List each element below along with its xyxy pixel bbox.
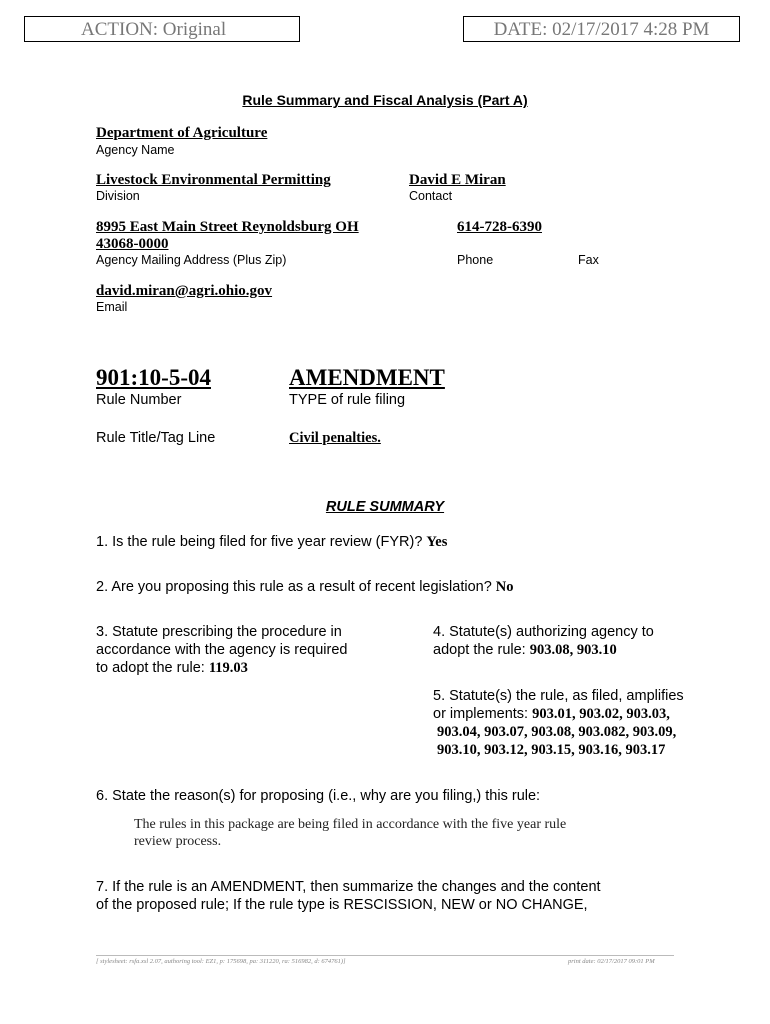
division-label: Division [96, 189, 140, 203]
question-7-line2: of the proposed rule; If the rule type is RESCISSION, NEW or NO CHANGE, [96, 897, 588, 913]
date-text: DATE: 02/17/2017 4:28 PM [493, 19, 710, 40]
question-3-line1: 3. Statute prescribing the procedure in [96, 624, 342, 640]
fax-label: Fax [578, 253, 599, 267]
answer-5-line3: 903.10, 903.12, 903.15, 903.16, 903.17 [437, 742, 666, 758]
contact-value: David E Miran [409, 172, 506, 188]
question-7-line1: 7. If the rule is an AMENDMENT, then summarize the changes and the content [96, 879, 601, 895]
question-2 [96, 578, 514, 596]
answer-3: 119.03 [208, 660, 248, 676]
address-line1: 8995 East Main Street Reynoldsburg OH [96, 219, 359, 235]
footer-print-date: print date: 02/17/2017 09:01 PM [568, 958, 655, 965]
division-value: Livestock Environmental Permitting [96, 172, 331, 188]
agency-name-label: Agency Name [96, 143, 175, 157]
email-label: Email [96, 300, 128, 314]
address-line2: 43068-0000 [96, 236, 169, 252]
footer-left: [ stylesheet: rsfa.xsl 2.07, authoring tool: EZ1, p: 175698, pa: 311220, ra: 516982, d: 674761)] [96, 958, 346, 965]
phone-label: Phone [457, 253, 494, 267]
answer-6 [134, 816, 566, 850]
rule-number: 901:10-5-04 [96, 365, 211, 390]
answer-1: Yes [426, 534, 448, 550]
question-4-line2: adopt the rule: [433, 642, 526, 658]
action-text: ACTION: Original [81, 19, 227, 40]
action-box [24, 16, 300, 42]
question-5-line2: or implements: [433, 706, 529, 722]
rule-title-label: Rule Title/Tag Line [96, 430, 216, 446]
rule-type: AMENDMENT [289, 365, 445, 390]
question-1-text: 1. Is the rule being filed for five year review (FYR)? [96, 534, 423, 550]
rule-summary-heading: RULE SUMMARY [325, 499, 445, 515]
answer-6-line1: The rules in this package are being filed in accordance with the five year rule [134, 817, 567, 832]
question-1 [96, 533, 447, 551]
address-label: Agency Mailing Address (Plus Zip) [96, 253, 287, 267]
rule-type-label: TYPE of rule filing [289, 392, 406, 408]
rule-title: Civil penalties. [289, 430, 381, 446]
answer-6-line2: review process. [134, 834, 222, 849]
date-box [463, 16, 740, 42]
answer-4: 903.08, 903.10 [529, 642, 617, 658]
question-7 [96, 878, 601, 914]
answer-2: No [495, 579, 514, 595]
page-title: Rule Summary and Fiscal Analysis (Part A) [242, 92, 528, 108]
question-3-line3: to adopt the rule: [96, 660, 205, 676]
answer-5-line2: 903.04, 903.07, 903.08, 903.082, 903.09, [437, 724, 677, 740]
footer-rule [96, 955, 674, 956]
question-5 [433, 687, 684, 759]
question-3 [96, 623, 347, 677]
email-value: david.miran@agri.ohio.gov [96, 283, 273, 299]
agency-name: Department of Agriculture [96, 125, 268, 141]
question-3-line2: accordance with the agency is required [96, 642, 348, 658]
question-2-text: 2. Are you proposing this rule as a result of recent legislation? [96, 579, 492, 595]
answer-5-line1: 903.01, 903.02, 903.03, [532, 706, 670, 722]
question-4 [433, 623, 654, 659]
question-4-line1: 4. Statute(s) authorizing agency to [433, 624, 654, 640]
contact-label: Contact [409, 189, 453, 203]
rule-number-label: Rule Number [96, 392, 182, 408]
phone-value: 614-728-6390 [457, 219, 542, 235]
question-6: 6. State the reason(s) for proposing (i.e., why are you filing,) this rule: [96, 788, 541, 804]
question-5-line1: 5. Statute(s) the rule, as filed, amplifies [433, 688, 684, 704]
